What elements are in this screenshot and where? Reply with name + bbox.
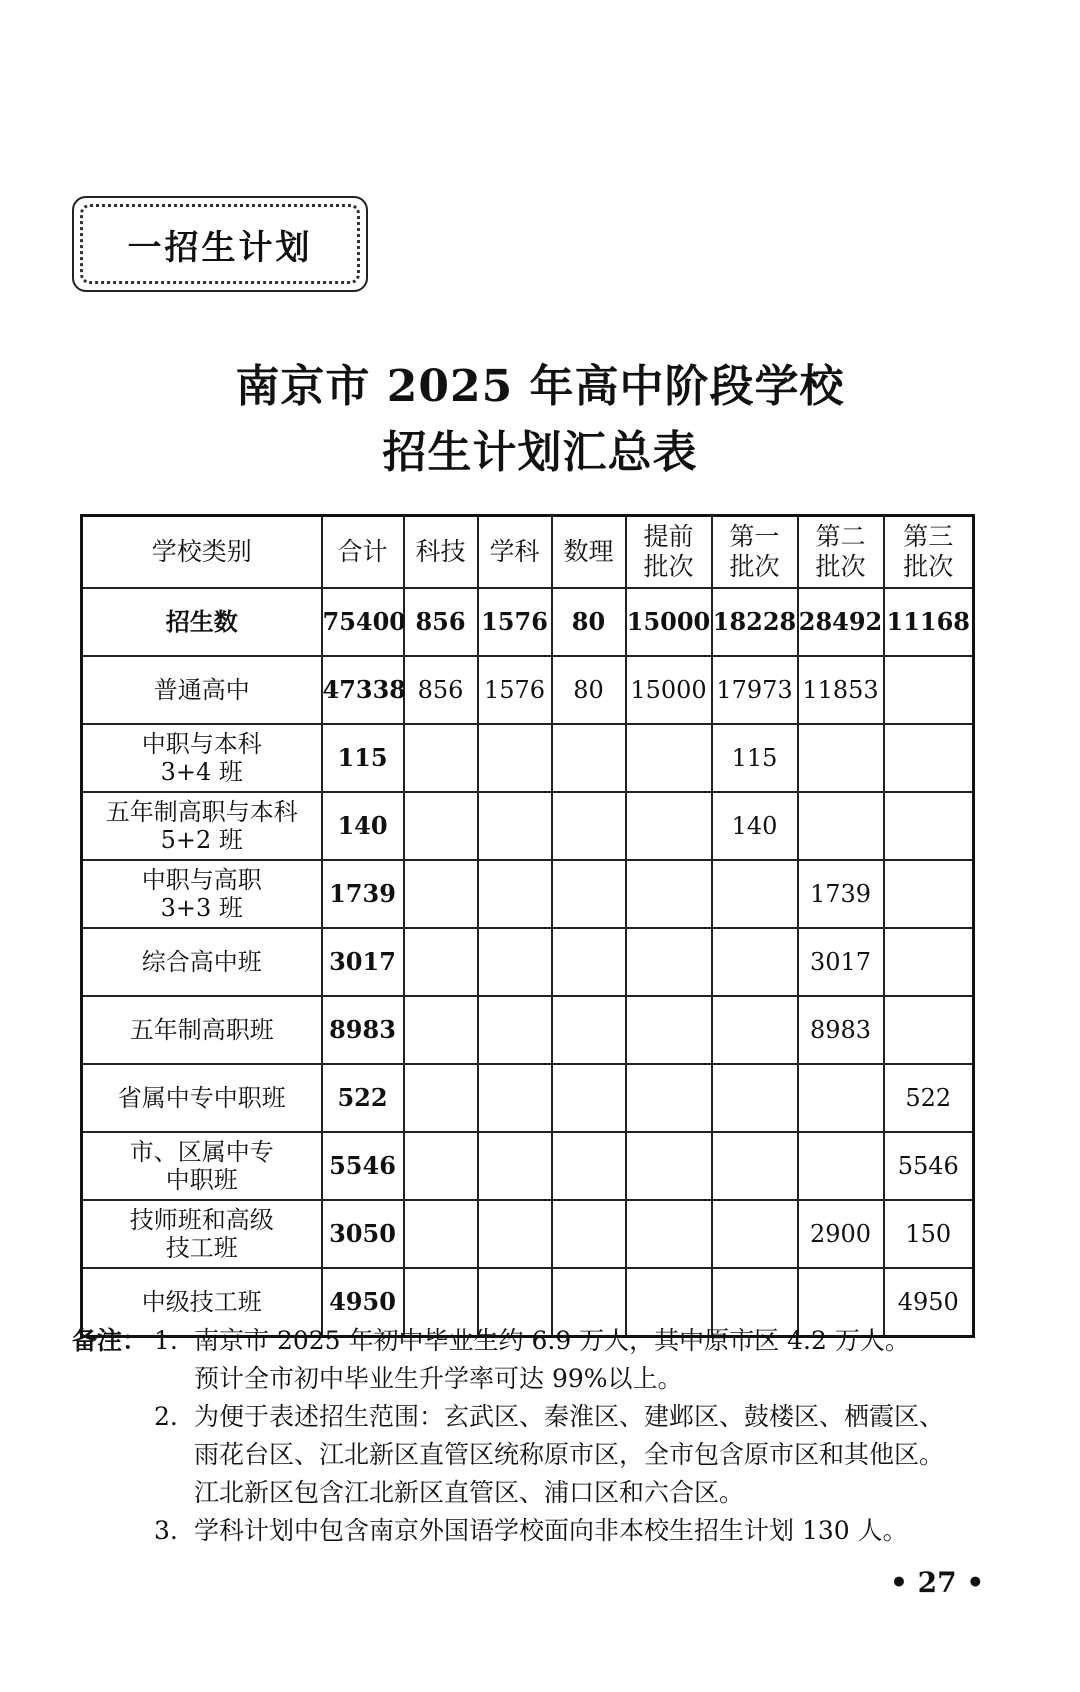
table-cell — [404, 1200, 478, 1268]
row-category — [82, 1064, 322, 1132]
table-cell: 17973 — [712, 656, 798, 724]
row-category — [82, 996, 322, 1064]
notes-label — [72, 1398, 154, 1512]
notes-label: 备注： — [72, 1326, 148, 1355]
table-cell: 1576 — [478, 656, 552, 724]
table-cell — [884, 724, 974, 792]
enrollment-plan-table — [80, 514, 975, 1338]
table-cell: 75400 — [322, 588, 404, 656]
category-line: 综合高中班 — [141, 948, 262, 976]
table-cell — [478, 860, 552, 928]
table-cell: 3017 — [322, 928, 404, 996]
table-cell — [884, 996, 974, 1064]
table-cell: 11853 — [798, 656, 884, 724]
table-cell: 5546 — [884, 1132, 974, 1200]
table-cell — [404, 724, 478, 792]
column-header: 第一批次 — [712, 516, 798, 589]
table-cell — [552, 1132, 626, 1200]
table-cell — [884, 928, 974, 996]
table-cell — [626, 1064, 712, 1132]
note-text — [194, 1512, 1012, 1550]
note-number: 2. — [154, 1402, 178, 1431]
table-cell — [798, 1064, 884, 1132]
header-row — [82, 516, 974, 589]
table-cell — [404, 1132, 478, 1200]
table-row — [82, 588, 974, 656]
table-cell: 522 — [884, 1064, 974, 1132]
table-cell: 11168 — [884, 588, 974, 656]
note-line: 预计全市初中毕业生升学率可达 99%以上。 — [194, 1364, 683, 1393]
section-header — [72, 196, 368, 292]
table-cell: 28492 — [798, 588, 884, 656]
table-cell: 115 — [322, 724, 404, 792]
table-row — [82, 996, 974, 1064]
category-line: 普通高中 — [153, 676, 250, 704]
table-cell — [712, 1064, 798, 1132]
table-cell — [478, 1064, 552, 1132]
table-cell — [404, 860, 478, 928]
note-number: 1. — [154, 1326, 178, 1355]
table-cell: 2900 — [798, 1200, 884, 1268]
row-category — [82, 792, 322, 860]
table-cell — [478, 724, 552, 792]
table-cell — [712, 996, 798, 1064]
table-cell — [626, 1200, 712, 1268]
table-cell: 1576 — [478, 588, 552, 656]
note-text — [194, 1322, 1012, 1398]
table-cell — [478, 1132, 552, 1200]
table-header — [82, 516, 974, 589]
note-line: 江北新区包含江北新区直管区、浦口区和六合区。 — [194, 1478, 745, 1507]
notes-section — [72, 1322, 1012, 1550]
table-cell — [552, 860, 626, 928]
table-cell — [798, 724, 884, 792]
table-cell: 856 — [404, 656, 478, 724]
category-line: 五年制高职与本科 — [105, 798, 298, 826]
table-cell — [884, 656, 974, 724]
table-cell — [626, 724, 712, 792]
table-cell — [404, 792, 478, 860]
category-line: 中职与本科 — [141, 730, 262, 758]
category-line: 中职班 — [165, 1166, 238, 1194]
category-line: 技师班和高级 — [129, 1206, 274, 1234]
table-cell: 150 — [884, 1200, 974, 1268]
category-line: 技工班 — [165, 1234, 238, 1262]
category-line: 5+2 班 — [160, 826, 243, 854]
note-number: 3. — [154, 1516, 178, 1545]
table-body — [82, 588, 974, 1337]
table-cell: 8983 — [322, 996, 404, 1064]
table-cell — [712, 1200, 798, 1268]
note-text — [194, 1398, 1012, 1512]
table-cell — [404, 928, 478, 996]
table-cell — [478, 792, 552, 860]
table-row — [82, 656, 974, 724]
note-line: 学科计划中包含南京外国语学校面向非本校生招生计划 130 人。 — [194, 1516, 908, 1545]
notes-label — [72, 1512, 154, 1550]
table-cell — [404, 1064, 478, 1132]
table-row — [82, 860, 974, 928]
table-cell — [626, 996, 712, 1064]
row-category — [82, 724, 322, 792]
row-category — [82, 1132, 322, 1200]
table-cell — [478, 1200, 552, 1268]
table-row — [82, 724, 974, 792]
document-title-line-2: 招生计划汇总表 — [382, 427, 698, 478]
table-cell: 4950 — [884, 1268, 974, 1337]
page-number: • 27 • — [890, 1566, 985, 1599]
table-cell — [552, 1200, 626, 1268]
category-line: 市、区属中专 — [129, 1138, 274, 1166]
table-cell — [884, 792, 974, 860]
column-header: 提前批次 — [626, 516, 712, 589]
column-header: 学科 — [478, 516, 552, 589]
category-line: 中职与高职 — [141, 866, 262, 894]
table-cell: 15000 — [626, 656, 712, 724]
table-cell: 80 — [552, 656, 626, 724]
table-cell: 140 — [712, 792, 798, 860]
table-cell — [712, 860, 798, 928]
table-cell: 140 — [322, 792, 404, 860]
table-cell — [478, 996, 552, 1064]
table-cell: 115 — [712, 724, 798, 792]
column-header: 科技 — [404, 516, 478, 589]
note-line: 为便于表述招生范围：玄武区、秦淮区、建邺区、鼓楼区、栖霞区、 — [194, 1402, 945, 1431]
table-cell — [712, 1132, 798, 1200]
note-item — [72, 1512, 1012, 1550]
column-header: 第二批次 — [798, 516, 884, 589]
column-header: 第三批次 — [884, 516, 974, 589]
table-cell — [798, 792, 884, 860]
note-line: 南京市 2025 年初中毕业生约 6.9 万人，其中原市区 4.2 万人。 — [194, 1326, 910, 1355]
row-category — [82, 1200, 322, 1268]
table-cell: 856 — [404, 588, 478, 656]
row-category — [82, 588, 322, 656]
note-item — [72, 1322, 1012, 1398]
document-title-line-1: 南京市 2025 年高中阶段学校 — [235, 361, 845, 412]
table-cell: 1739 — [798, 860, 884, 928]
column-header: 数理 — [552, 516, 626, 589]
table-cell: 15000 — [626, 588, 712, 656]
table-cell — [552, 1064, 626, 1132]
table-cell: 18228 — [712, 588, 798, 656]
table-row — [82, 792, 974, 860]
table-cell — [626, 860, 712, 928]
table-cell — [712, 928, 798, 996]
table-cell — [478, 928, 552, 996]
column-header: 合计 — [322, 516, 404, 589]
table-cell — [552, 792, 626, 860]
table-cell — [884, 860, 974, 928]
table-cell: 3050 — [322, 1200, 404, 1268]
table-cell — [626, 928, 712, 996]
table-cell — [552, 996, 626, 1064]
note-item — [72, 1398, 1012, 1512]
table-cell — [552, 928, 626, 996]
section-label: 一招生计划 — [127, 227, 313, 268]
category-line: 五年制高职班 — [129, 1016, 274, 1044]
table-row — [82, 1200, 974, 1268]
table-row — [82, 928, 974, 996]
table-cell: 1739 — [322, 860, 404, 928]
category-line: 省属中专中职班 — [117, 1084, 286, 1112]
table-cell: 4950 — [322, 1268, 404, 1337]
table-cell — [626, 1132, 712, 1200]
table-cell — [798, 1132, 884, 1200]
category-line: 3+4 班 — [160, 758, 243, 786]
table-cell: 522 — [322, 1064, 404, 1132]
table-cell: 8983 — [798, 996, 884, 1064]
table-cell — [404, 996, 478, 1064]
table-cell: 3017 — [798, 928, 884, 996]
row-category — [82, 928, 322, 996]
table-cell — [626, 792, 712, 860]
table-cell: 47338 — [322, 656, 404, 724]
table-row — [82, 1064, 974, 1132]
row-category — [82, 860, 322, 928]
table-cell: 80 — [552, 588, 626, 656]
note-line: 雨花台区、江北新区直管区统称原市区，全市包含原市区和其他区。 — [194, 1440, 945, 1469]
table-row — [82, 1132, 974, 1200]
row-category — [82, 656, 322, 724]
table-cell: 5546 — [322, 1132, 404, 1200]
table-cell — [552, 724, 626, 792]
column-header: 学校类别 — [82, 516, 322, 589]
category-line: 招生数 — [165, 607, 238, 636]
category-line: 3+3 班 — [160, 894, 243, 922]
category-line: 中级技工班 — [141, 1288, 262, 1316]
